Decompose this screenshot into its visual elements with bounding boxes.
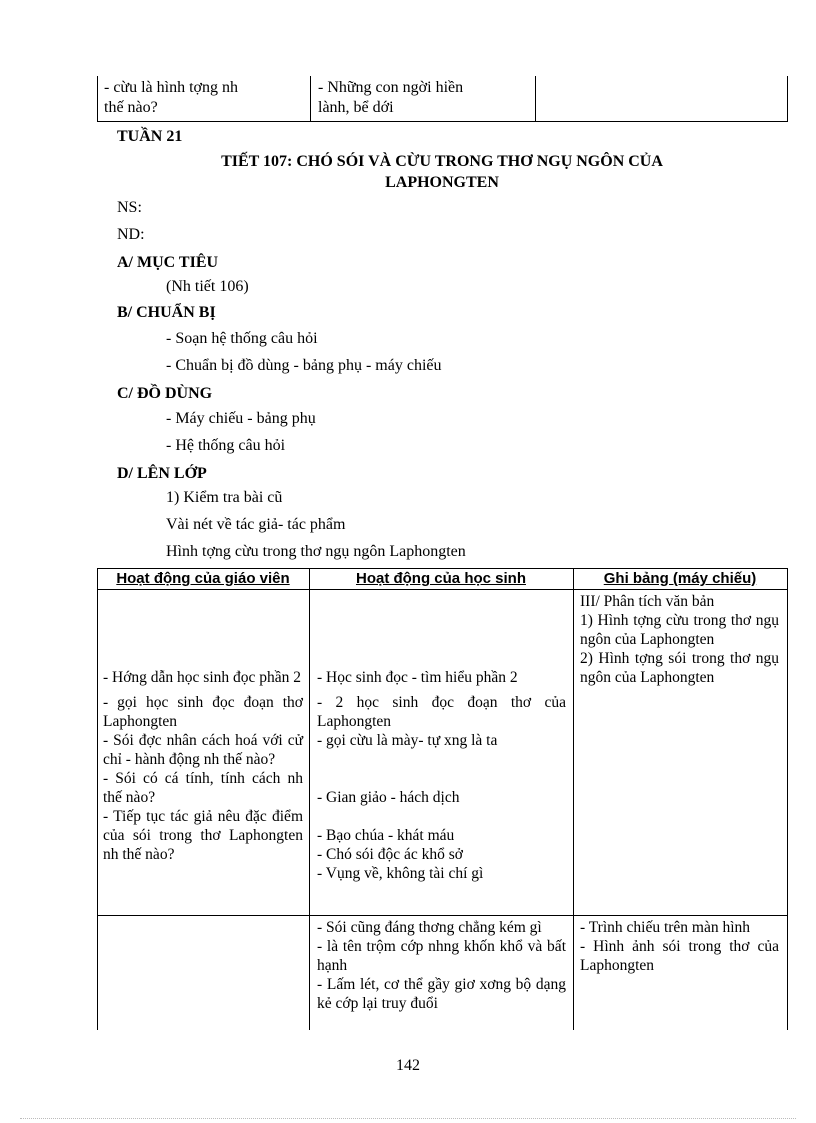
list-item: - Sói đợc nhân cách hoá với cử chỉ - hành động nh thế nào? — [103, 732, 303, 768]
list-item: - 2 học sinh đọc đoạn thơ của Laphongten — [317, 694, 566, 730]
header-student: Hoạt động của học sinh — [355, 570, 526, 587]
list-item: - Vụng về, không tài chí gì — [317, 865, 484, 882]
table-border — [310, 76, 311, 122]
nd-label: ND: — [117, 226, 145, 243]
row2-student-cell — [317, 918, 566, 1013]
list-item: - Hình ảnh sói trong thơ của Laphongten — [580, 938, 779, 974]
list-item: - là tên trộm cớp nhng khốn khổ và bất hạnh — [317, 938, 566, 974]
list-item: - Lấm lét, cơ thể gầy giơ xơng bộ dạng kẻ cớp lại truy đuổi — [317, 976, 566, 1012]
top-table-cell-1: - cừu là hình tợng nh thế nào? — [104, 79, 238, 116]
week-label: TUẦN 21 — [117, 128, 183, 145]
table-border — [97, 121, 787, 122]
section-b-line: - Chuẩn bị đồ dùng - bảng phụ - máy chiếu — [166, 357, 442, 374]
list-item: 1) Hình tợng cừu trong thơ ngụ ngôn của Laphongten — [580, 612, 779, 648]
continued-table — [97, 76, 787, 122]
table-border — [573, 568, 574, 1030]
list-item: - Sói có cá tính, tính cách nh thế nào? — [103, 770, 303, 806]
section-d-line: Hình tợng cừu trong thơ ngụ ngôn Laphongten — [166, 543, 466, 560]
list-item: - gọi cừu là mày- tự xng là ta — [317, 732, 498, 749]
table-border — [97, 76, 98, 122]
row1-student-cell — [317, 668, 566, 883]
section-b-line: - Soạn hệ thống câu hỏi — [166, 330, 318, 347]
list-item: - Học sinh đọc - tìm hiểu phần 2 — [317, 669, 518, 686]
table-border — [787, 568, 788, 1030]
table-border — [97, 589, 787, 590]
list-item: - Chó sói độc ác khổ sở — [317, 846, 463, 863]
list-item: - Trình chiếu trên màn hình — [580, 919, 751, 936]
table-border — [97, 568, 98, 1030]
ns-label: NS: — [117, 199, 142, 216]
page-bottom-divider — [20, 1118, 796, 1119]
row1-board-cell — [580, 592, 779, 687]
list-item: III/ Phân tích văn bản — [580, 593, 715, 610]
section-a-line: (Nh tiết 106) — [166, 278, 249, 295]
list-item: - Gian giảo - hách dịch — [317, 789, 460, 806]
section-c-title: C/ ĐỒ DÙNG — [117, 385, 213, 402]
table-border — [535, 76, 536, 122]
section-d-title: D/ LÊN LỚP — [117, 465, 207, 482]
top-table-cell-2: - Những con ngời hiền lành, bể dới — [318, 79, 464, 116]
activity-table — [97, 568, 787, 1030]
list-item: - gọi học sinh đọc đoạn thơ Laphongten — [103, 694, 303, 730]
page-number: 142 — [396, 1057, 420, 1074]
list-item: - Sói cũng đáng thơng chẳng kém gì — [317, 919, 542, 936]
table-border — [309, 568, 310, 1030]
table-border — [97, 915, 787, 916]
header-board: Ghi bảng (máy chiếu) — [603, 570, 757, 587]
list-item: - Tiếp tục tác giả nêu đặc điểm của sói trong thơ Laphongten nh thế nào? — [103, 808, 303, 863]
section-c-line: - Máy chiếu - bảng phụ — [166, 410, 316, 427]
lesson-title-line2: LAPHONGTEN — [385, 174, 499, 191]
row1-teacher-cell — [103, 668, 303, 864]
list-item: - Hớng dẫn học sinh đọc phần 2 — [103, 669, 302, 686]
section-d-line: 1) Kiểm tra bài cũ — [166, 489, 283, 506]
section-b-title: B/ CHUẨN BỊ — [117, 304, 216, 321]
row2-board-cell — [580, 918, 779, 975]
table-border — [787, 76, 788, 122]
list-item: 2) Hình tợng sói trong thơ ngụ ngôn của Laphongten — [580, 650, 779, 686]
section-c-line: - Hệ thống câu hỏi — [166, 437, 286, 454]
header-teacher: Hoạt động của giáo viên — [116, 570, 290, 587]
lesson-title-line1: TIẾT 107: CHÓ SÓI VÀ CỪU TRONG THƠ NGỤ NGÔN CỦA — [221, 153, 663, 170]
list-item: - Bạo chúa - khát máu — [317, 827, 455, 844]
section-d-line: Vài nét về tác giả- tác phẩm — [166, 516, 346, 533]
section-a-title: A/ MỤC TIÊU — [117, 254, 219, 271]
